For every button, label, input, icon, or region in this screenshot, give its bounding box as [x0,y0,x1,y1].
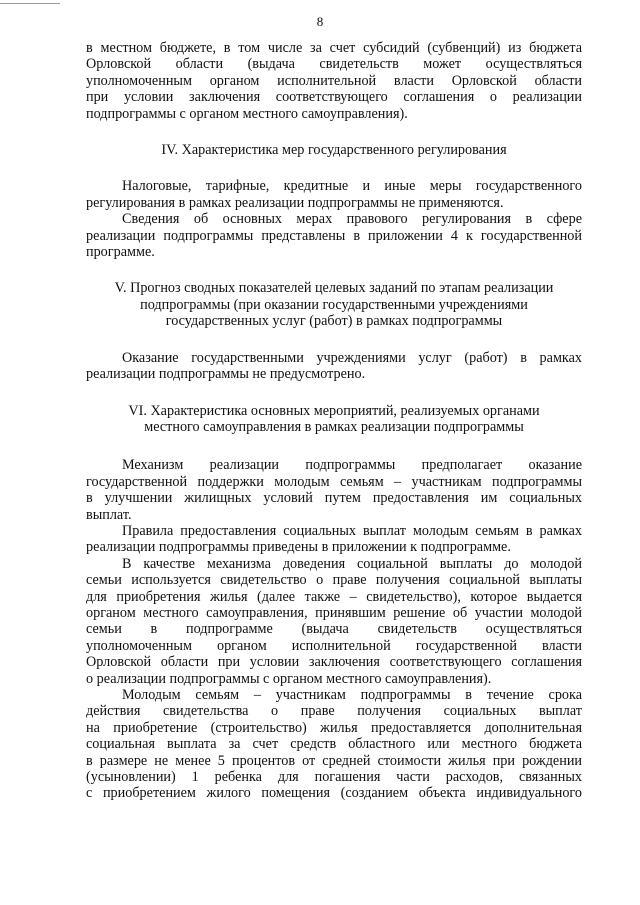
text-line: при условии заключения соответствующего соглашения о реализации [86,89,582,106]
document-body [86,40,582,802]
text-line: регулирования в рамках реализации подпрограммы не применяются. [86,194,504,211]
text-line: действия свидетельства о праве получения социальных выплат [86,703,582,720]
heading-line: VI. Характеристика основных мероприятий, реализуемых органами [128,402,540,419]
text-line: Оказание государственными учреждениями услуг (работ) в рамках [122,349,582,366]
section-4-paragraph-1 [86,178,582,211]
section-6-paragraph-4 [86,687,582,802]
heading-line: государственных услуг (работ) в рамках подпрограммы [165,313,503,330]
heading-line: V. Прогноз сводных показателей целевых заданий по этапам реализации [114,280,554,297]
text-line: семьи используется свидетельство о праве получения социальной выплаты [86,572,582,589]
text-line: семьи в подпрограмме (выдача свидетельств осуществляться [86,621,582,638]
text-line: Механизм реализации подпрограммы предполагает оказание [122,457,582,474]
text-line: в местном бюджете, в том числе за счет субсидий (субвенций) из бюджета [86,40,582,56]
scan-corner-mark [0,0,60,4]
text-line: Сведения об основных мерах правового регулирования в сфере [122,211,582,228]
text-line: для приобретения жилья (далее также – свидетельство), которое выдается [86,588,582,605]
text-line: программе. [86,244,155,261]
page-number: 8 [316,14,324,29]
text-line: выплат. [86,506,132,523]
section-heading-4: IV. Характеристика мер государственного регулирования [161,142,507,159]
text-line: реализации подпрограммы приведены в приложении к подпрограмме. [86,539,511,556]
text-line: о реализации подпрограммы с органом местного самоуправления). [86,670,492,687]
text-line: реализации подпрограммы представлены в приложении 4 к государственной [86,227,582,244]
text-line: в улучшении жилищных условий путем предоставления им социальных [86,490,582,507]
text-line: в размере не менее 5 процентов от средней стоимости жилья при рождении [86,752,582,769]
text-line: государственной поддержки молодым семьям – участникам подпрограммы [86,473,582,490]
heading-line: местного самоуправления в рамках реализации подпрограммы [144,418,524,435]
section-4-paragraph-2 [86,211,582,260]
text-line: Молодым семьям – участникам подпрограммы в течение срока [122,687,582,703]
text-line: реализации подпрограммы не предусмотрено. [86,366,366,383]
section-6-paragraph-2 [86,523,582,556]
text-line: (усыновлении) 1 ребенка для погашения части расходов, связанных [86,769,582,786]
section-6-paragraph-3 [86,556,582,687]
section-heading-6 [86,403,582,436]
text-line: социальная выплата за счет средств областного или местного бюджета [86,736,582,753]
heading-line: подпрограммы (при оказании государственными учреждениями [140,296,528,313]
text-line: Орловской области (выдача свидетельств может осуществляться [86,56,582,73]
text-line: с приобретением жилого помещения (созданием объекта индивидуального [86,785,582,802]
section-6-paragraph-1 [86,457,582,523]
text-line: уполномоченным органом исполнительной власти Орловской области [86,72,582,89]
text-line: Налоговые, тарифные, кредитные и иные меры государственного [122,178,582,195]
text-line: В качестве механизма доведения социальной выплаты до молодой [122,555,582,572]
section-heading-5 [86,280,582,329]
text-line: Орловской области при условии заключения соответствующего соглашения [86,654,582,671]
intro-paragraph [86,40,582,122]
text-line: на приобретение (строительство) жилья предоставляется дополнительная [86,719,582,736]
text-line: органом местного самоуправления, принявшим решение об участии молодой [86,604,582,621]
section-5-paragraph-1 [86,350,582,383]
text-line: подпрограммы с органом местного самоуправления). [86,105,408,122]
text-line: уполномоченным органом исполнительной государственной власти [86,637,582,654]
text-line: Правила предоставления социальных выплат молодым семьям в рамках [122,522,582,539]
